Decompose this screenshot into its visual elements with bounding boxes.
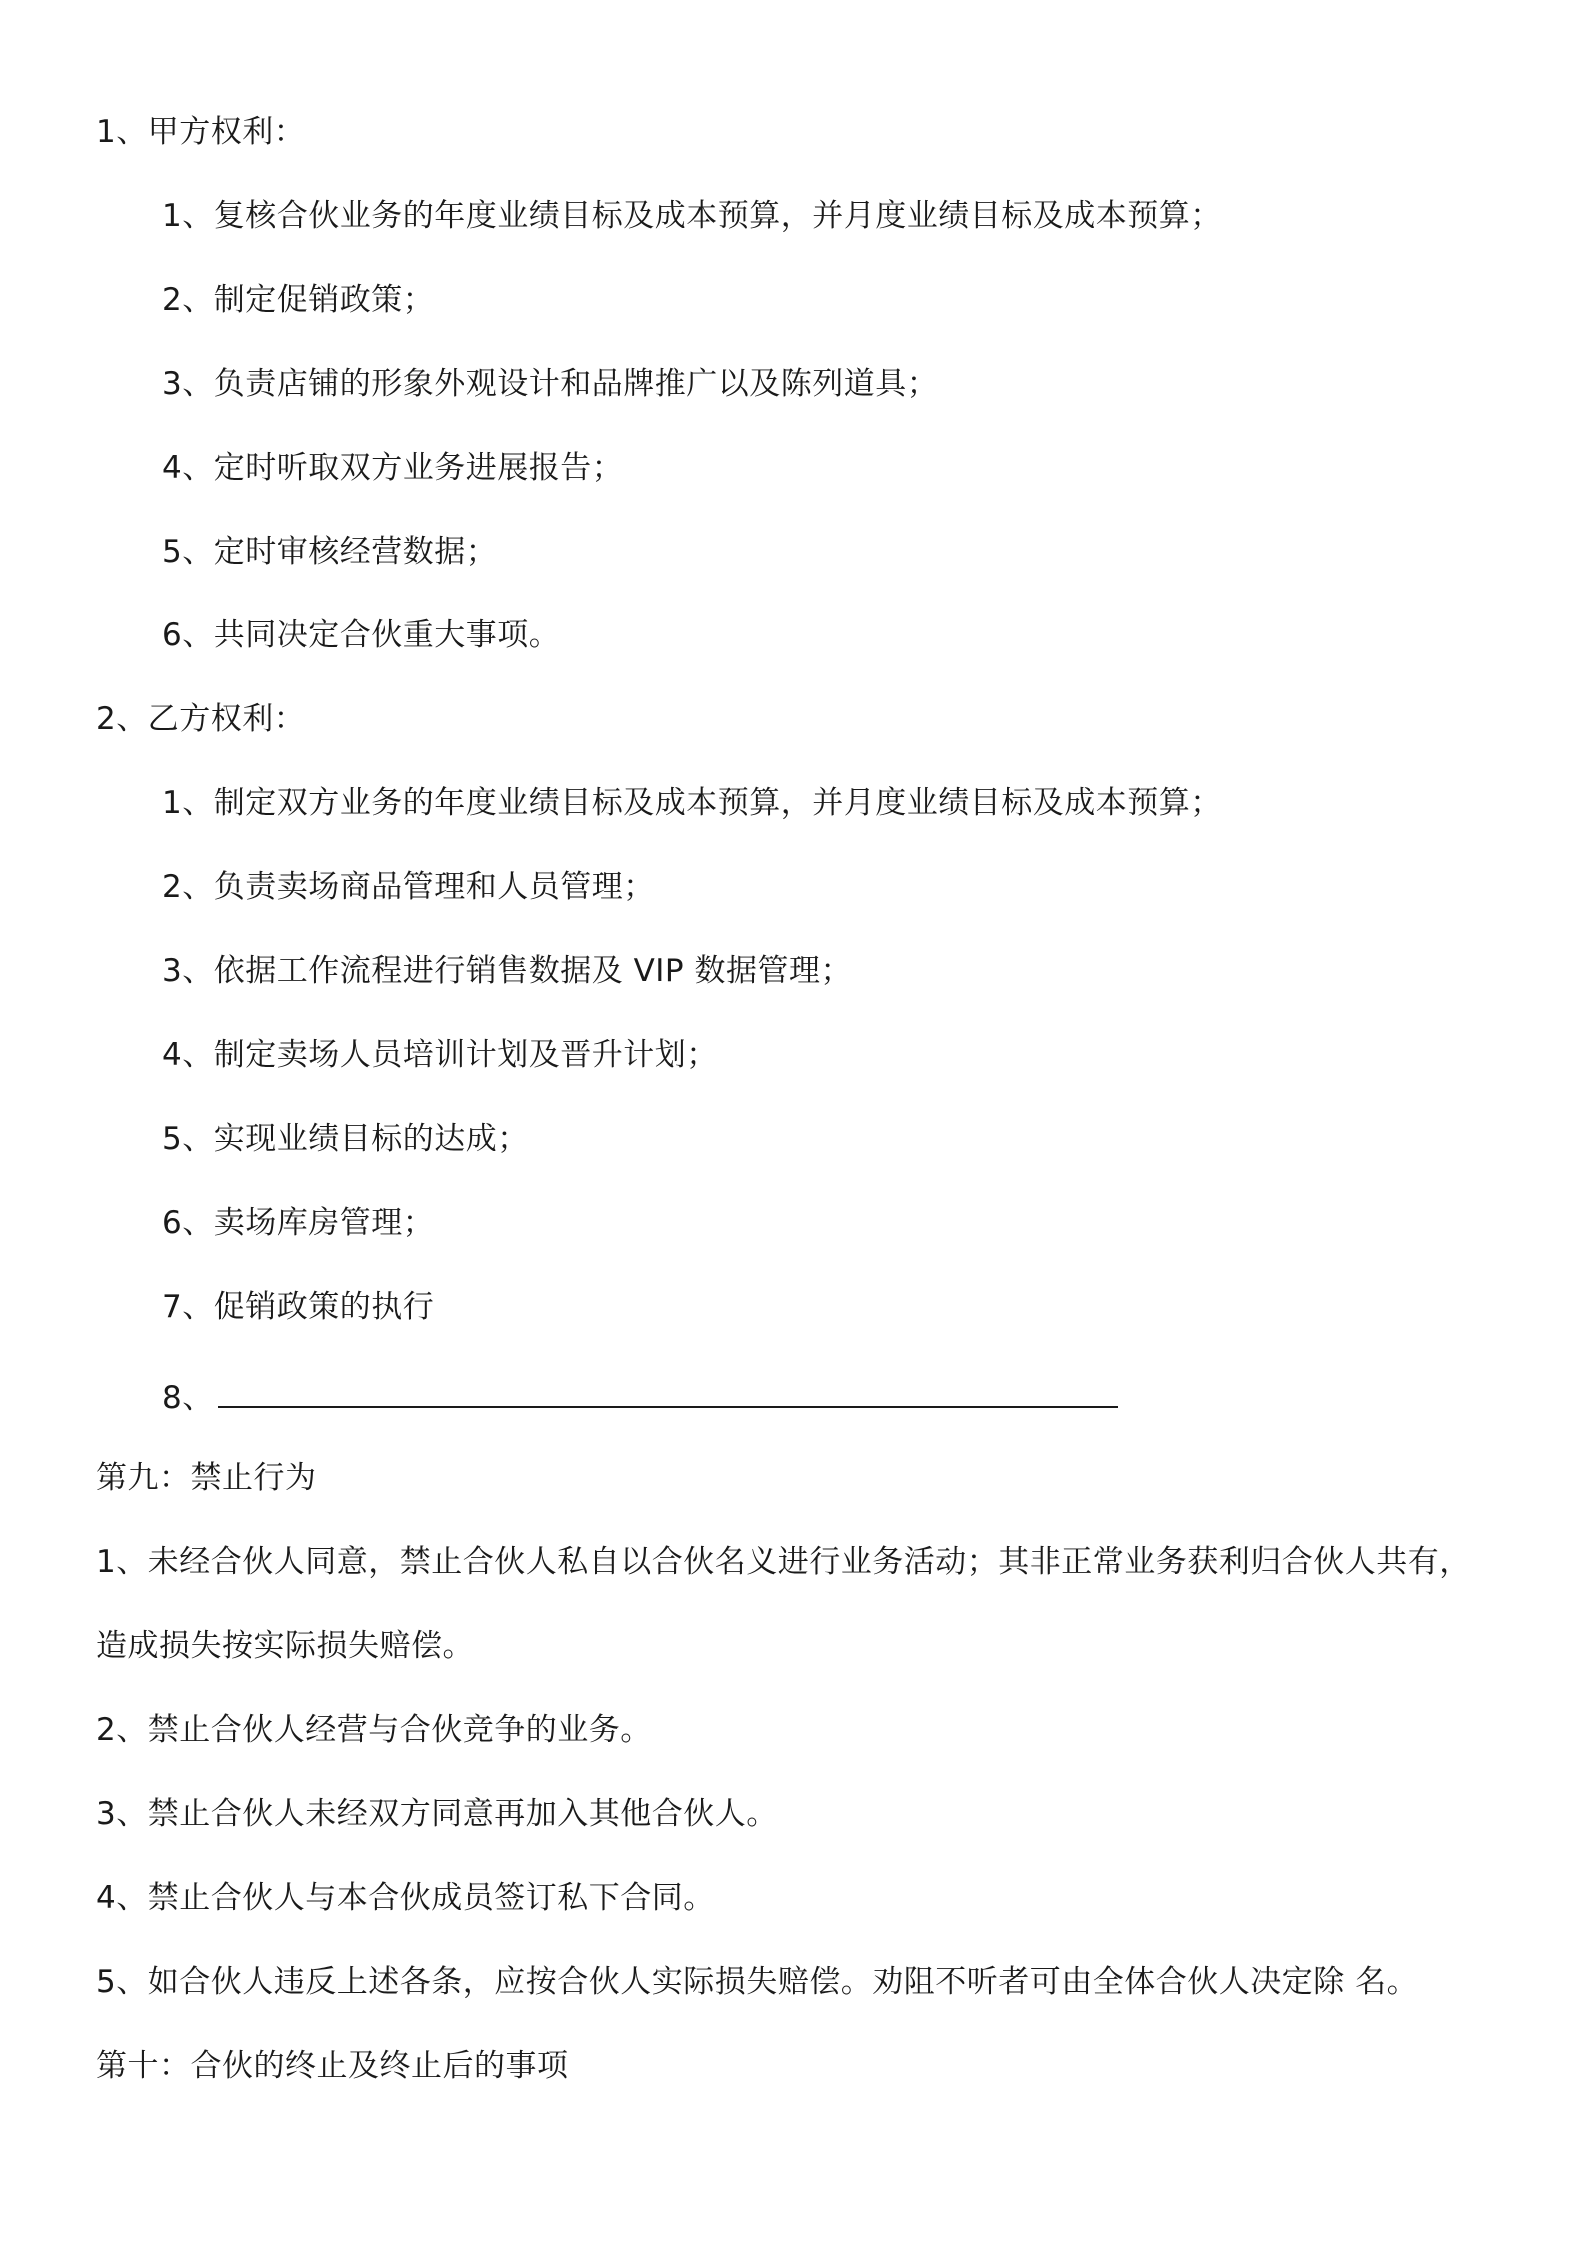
- party-b-item-2: 2、负责卖场商品管理和人员管理；: [162, 869, 655, 905]
- party-b-item-3: 3、依据工作流程进行销售数据及 VIP 数据管理；: [162, 953, 852, 989]
- section-9-item-3: 3、禁止合伙人未经双方同意再加入其他合伙人。: [96, 1796, 778, 1832]
- party-b-item-8-number: 8、: [162, 1380, 214, 1416]
- party-a-item-4: 4、定时听取双方业务进展报告；: [162, 450, 624, 486]
- section-10-heading: 第十：合伙的终止及终止后的事项: [96, 2048, 569, 2084]
- party-a-item-2: 2、制定促销政策；: [162, 282, 435, 318]
- section-9-item-5: 5、如合伙人违反上述各条，应按合伙人实际损失赔偿。劝阻不听者可由全体合伙人决定除 名。: [96, 1964, 1419, 2000]
- party-b-item-8-blank: [162, 1376, 1118, 1418]
- party-a-item-6: 6、共同决定合伙重大事项。: [162, 617, 561, 653]
- party-b-item-5: 5、实现业绩目标的达成；: [162, 1121, 529, 1157]
- party-a-item-1: 1、复核合伙业务的年度业绩目标及成本预算，并月度业绩目标及成本预算；: [162, 198, 1222, 234]
- party-b-item-7: 7、促销政策的执行: [162, 1289, 435, 1325]
- section-9-item-2: 2、禁止合伙人经营与合伙竞争的业务。: [96, 1712, 652, 1748]
- section-9-item-1: 1、未经合伙人同意，禁止合伙人私自以合伙名义进行业务活动；其非正常业务获利归合伙人共有，: [96, 1544, 1471, 1580]
- party-a-item-5: 5、定时审核经营数据；: [162, 534, 498, 570]
- section-9-heading: 第九：禁止行为: [96, 1460, 317, 1496]
- party-a-item-3: 3、负责店铺的形象外观设计和品牌推广以及陈列道具；: [162, 366, 939, 402]
- section-9-item-1-continued: 造成损失按实际损失赔偿。: [96, 1628, 474, 1664]
- party-b-rights-heading: 2、乙方权利：: [96, 701, 306, 737]
- party-b-item-1: 1、制定双方业务的年度业绩目标及成本预算，并月度业绩目标及成本预算；: [162, 785, 1222, 821]
- party-a-rights-heading: 1、甲方权利：: [96, 114, 306, 150]
- fill-in-blank-line: [218, 1376, 1118, 1408]
- section-9-item-4: 4、禁止合伙人与本合伙成员签订私下合同。: [96, 1880, 715, 1916]
- party-b-item-6: 6、卖场库房管理；: [162, 1205, 435, 1241]
- party-b-item-4: 4、制定卖场人员培训计划及晋升计划；: [162, 1037, 718, 1073]
